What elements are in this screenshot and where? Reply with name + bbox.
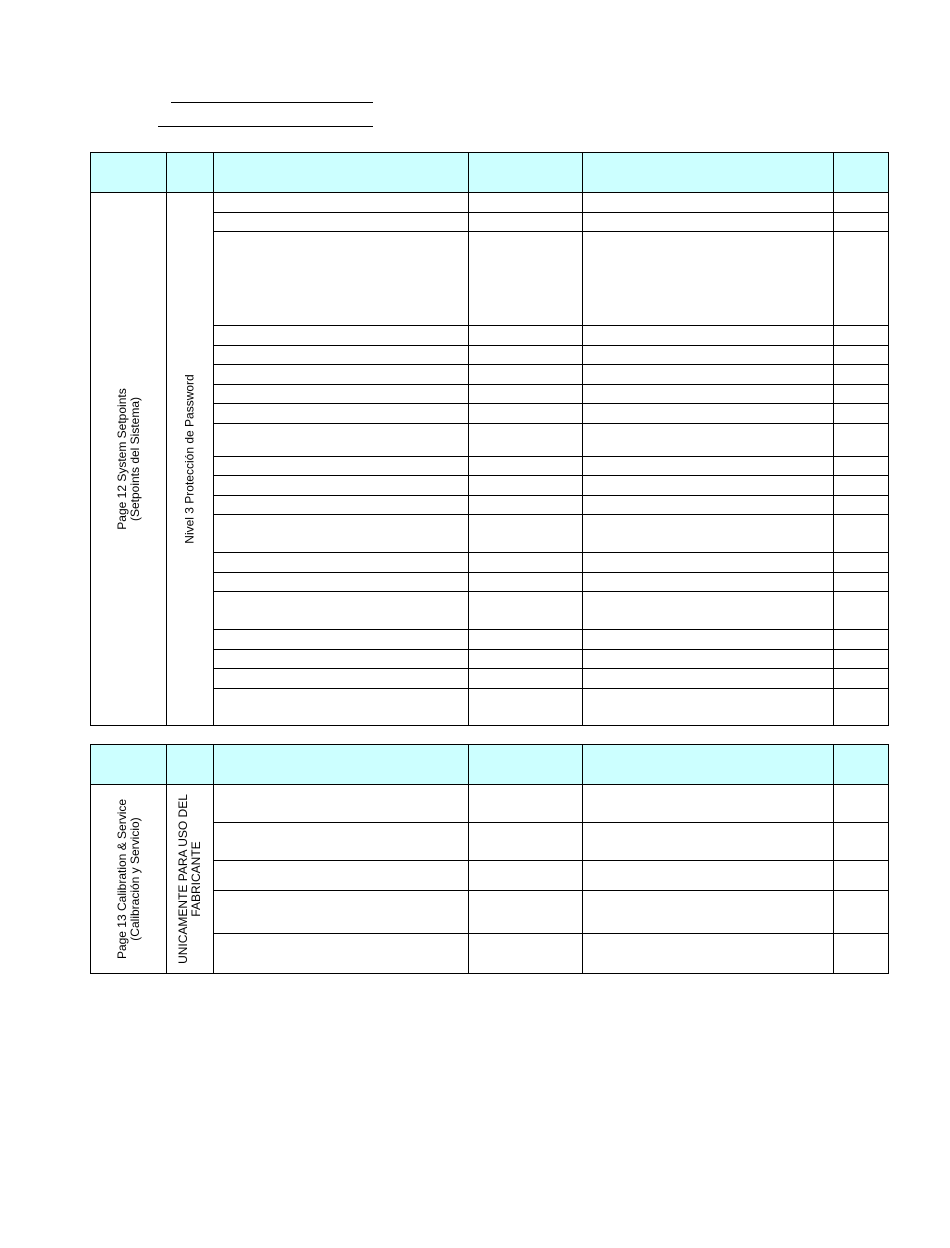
- header-underline-1: [171, 102, 373, 103]
- page-13-label: Page 13 Calibration & Service (Calibración y Servicio): [114, 798, 142, 960]
- page-label-cell: [91, 193, 167, 726]
- table-row: [91, 193, 889, 213]
- manufacturer-only-label: UNICAMENTE PARA USO DEL FABRICANTE: [176, 794, 203, 964]
- header-underline-2: [158, 126, 373, 127]
- level-label-cell: [167, 785, 214, 974]
- calibration-table-page-13: [90, 744, 889, 974]
- password-level-label: Nivel 3 Protección de Password: [182, 374, 197, 544]
- setpoints-table-page-12: [90, 152, 889, 726]
- table-header-row: [91, 153, 889, 193]
- level-label-cell: [167, 193, 214, 726]
- page-label-cell: [91, 785, 167, 974]
- table-row: [91, 785, 889, 823]
- table-header-row: [91, 745, 889, 785]
- page-12-label: Page 12 System Setpoints (Setpoints del Sistema): [114, 388, 142, 530]
